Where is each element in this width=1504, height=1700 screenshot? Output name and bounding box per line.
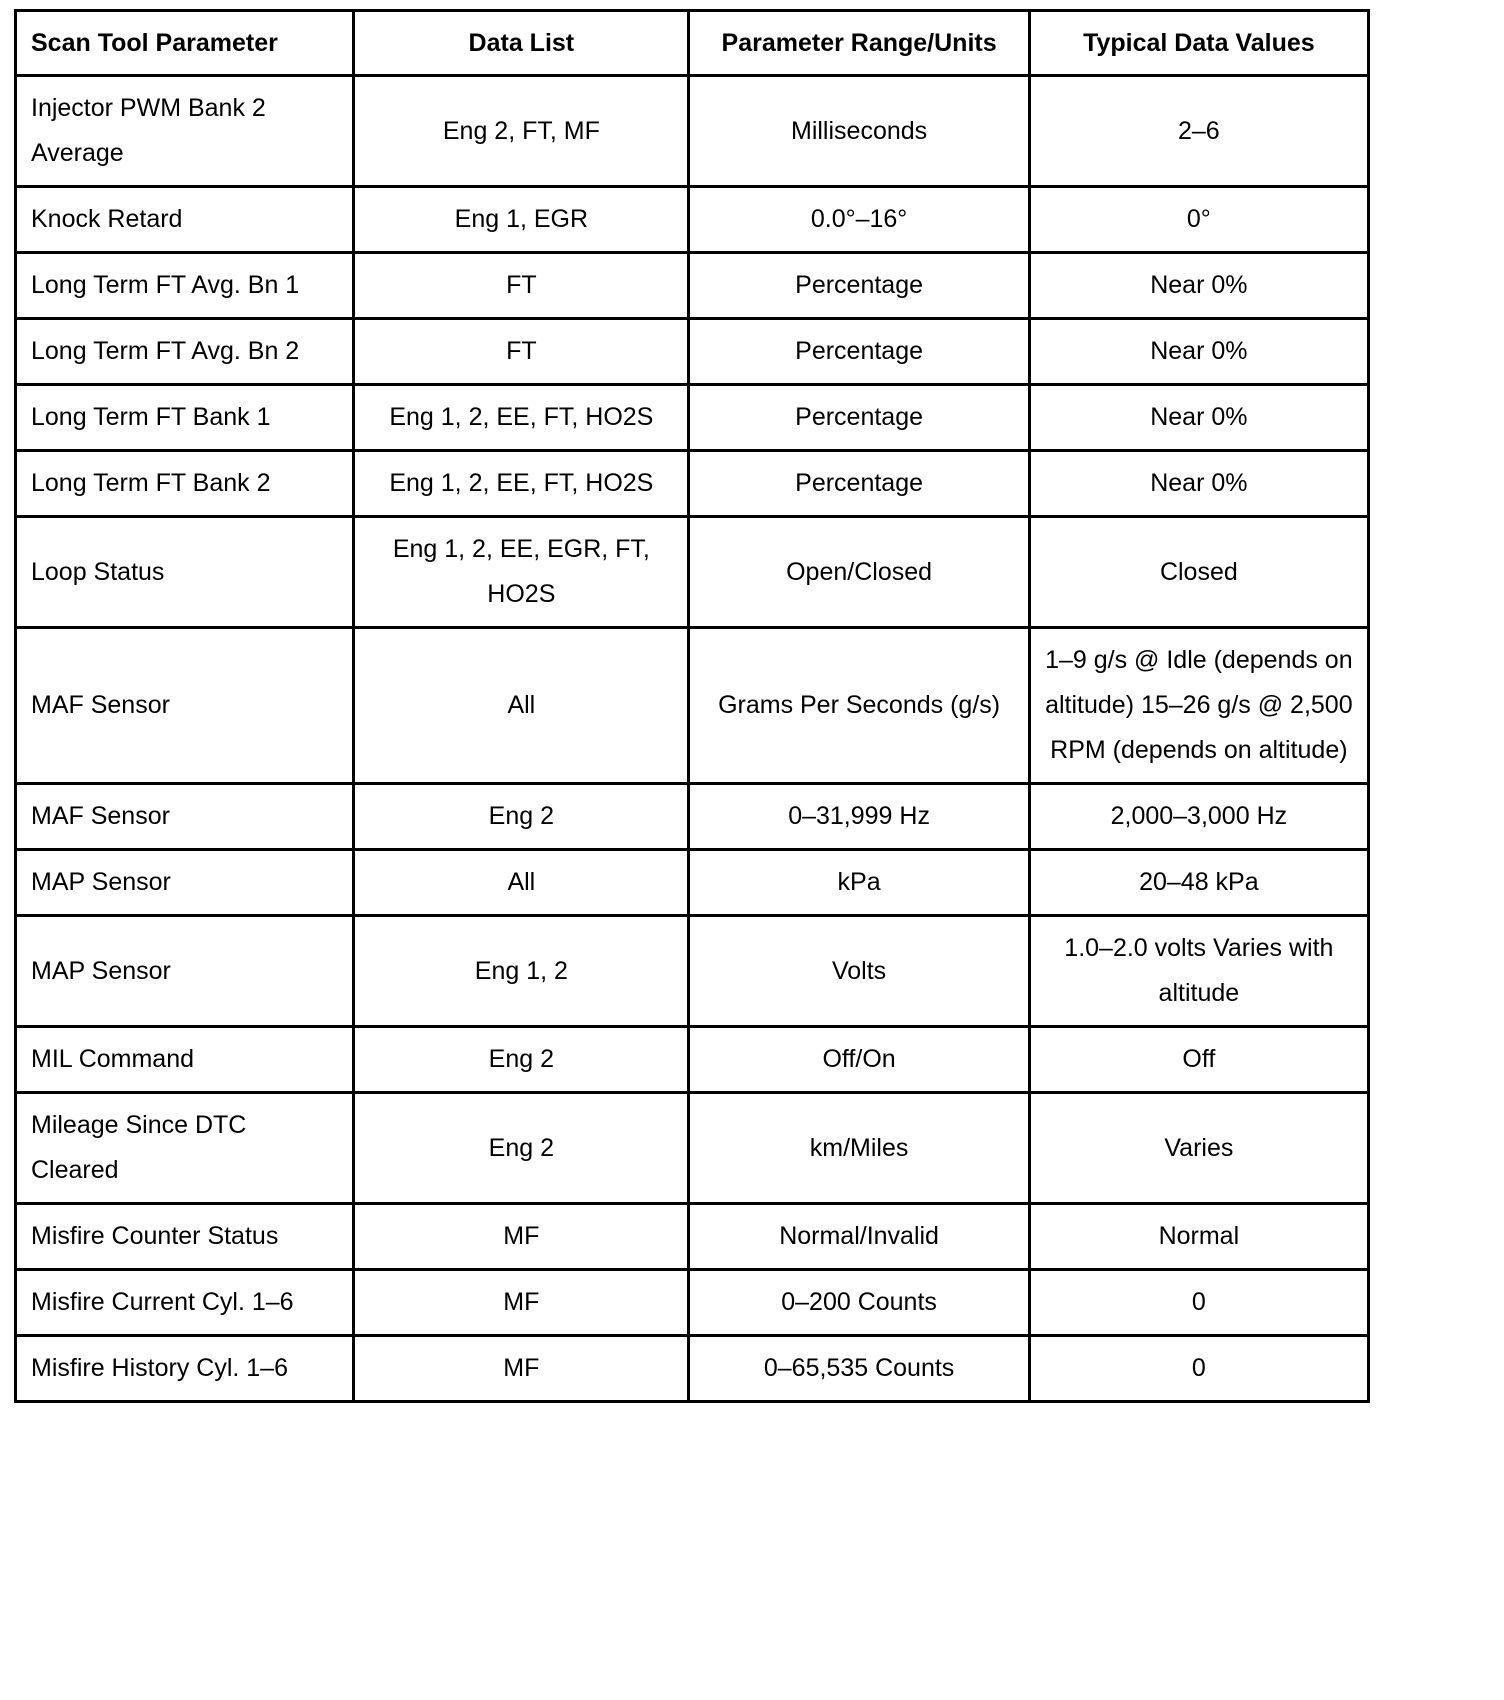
cell-range-units: Grams Per Seconds (g/s) — [689, 628, 1029, 784]
header-scan-tool-parameter: Scan Tool Parameter — [16, 11, 354, 76]
cell-typical-value: 2–6 — [1029, 76, 1368, 187]
cell-parameter: Misfire Counter Status — [16, 1204, 354, 1270]
cell-data-list: Eng 1, 2, EE, FT, HO2S — [354, 385, 689, 451]
cell-range-units: Percentage — [689, 451, 1029, 517]
cell-data-list: Eng 2 — [354, 1027, 689, 1093]
cell-data-list: Eng 1, 2, EE, FT, HO2S — [354, 451, 689, 517]
cell-range-units: Off/On — [689, 1027, 1029, 1093]
cell-typical-value: 1–9 g/s @ Idle (depends on altitude) 15–26 g/s @ 2,500 RPM (depends on altitude) — [1029, 628, 1368, 784]
table-row — [16, 1093, 1369, 1204]
cell-typical-value: Near 0% — [1029, 319, 1368, 385]
cell-data-list: Eng 2, FT, MF — [354, 76, 689, 187]
table-row — [16, 1270, 1369, 1336]
scan-tool-data-table — [14, 9, 1370, 1403]
cell-parameter: Mileage Since DTC Cleared — [16, 1093, 354, 1204]
scan-tool-data-table-container — [14, 9, 1370, 1403]
table-row — [16, 1204, 1369, 1270]
cell-range-units: Percentage — [689, 319, 1029, 385]
table-row — [16, 187, 1369, 253]
cell-range-units: Milliseconds — [689, 76, 1029, 187]
cell-typical-value: 1.0–2.0 volts Varies with altitude — [1029, 916, 1368, 1027]
cell-parameter: MIL Command — [16, 1027, 354, 1093]
header-typical-data-values: Typical Data Values — [1029, 11, 1368, 76]
cell-data-list: Eng 1, 2 — [354, 916, 689, 1027]
cell-parameter: Knock Retard — [16, 187, 354, 253]
cell-typical-value: Closed — [1029, 517, 1368, 628]
cell-typical-value: 2,000–3,000 Hz — [1029, 784, 1368, 850]
table-row — [16, 784, 1369, 850]
cell-data-list: Eng 2 — [354, 784, 689, 850]
cell-parameter: MAP Sensor — [16, 850, 354, 916]
cell-parameter: Long Term FT Bank 2 — [16, 451, 354, 517]
table-row — [16, 76, 1369, 187]
cell-data-list: MF — [354, 1204, 689, 1270]
cell-parameter: MAF Sensor — [16, 784, 354, 850]
cell-parameter: Misfire History Cyl. 1–6 — [16, 1336, 354, 1402]
cell-range-units: Normal/Invalid — [689, 1204, 1029, 1270]
cell-range-units: kPa — [689, 850, 1029, 916]
cell-range-units: 0–65,535 Counts — [689, 1336, 1029, 1402]
table-row — [16, 850, 1369, 916]
cell-range-units: km/Miles — [689, 1093, 1029, 1204]
table-row — [16, 319, 1369, 385]
cell-data-list: MF — [354, 1336, 689, 1402]
cell-range-units: Percentage — [689, 253, 1029, 319]
cell-typical-value: Near 0% — [1029, 385, 1368, 451]
table-row — [16, 1336, 1369, 1402]
cell-typical-value: Off — [1029, 1027, 1368, 1093]
cell-data-list: All — [354, 850, 689, 916]
cell-typical-value: 0° — [1029, 187, 1368, 253]
cell-range-units: 0–31,999 Hz — [689, 784, 1029, 850]
cell-data-list: Eng 2 — [354, 1093, 689, 1204]
cell-range-units: 0–200 Counts — [689, 1270, 1029, 1336]
cell-data-list: Eng 1, EGR — [354, 187, 689, 253]
table-row — [16, 916, 1369, 1027]
cell-range-units: 0.0°–16° — [689, 187, 1029, 253]
cell-parameter: Loop Status — [16, 517, 354, 628]
table-row — [16, 385, 1369, 451]
cell-typical-value: Near 0% — [1029, 451, 1368, 517]
cell-typical-value: 0 — [1029, 1270, 1368, 1336]
cell-range-units: Open/Closed — [689, 517, 1029, 628]
cell-typical-value: 20–48 kPa — [1029, 850, 1368, 916]
cell-parameter: Long Term FT Bank 1 — [16, 385, 354, 451]
table-row — [16, 1027, 1369, 1093]
cell-range-units: Percentage — [689, 385, 1029, 451]
cell-range-units: Volts — [689, 916, 1029, 1027]
cell-data-list: FT — [354, 319, 689, 385]
cell-data-list: All — [354, 628, 689, 784]
cell-parameter: Misfire Current Cyl. 1–6 — [16, 1270, 354, 1336]
cell-typical-value: 0 — [1029, 1336, 1368, 1402]
cell-typical-value: Normal — [1029, 1204, 1368, 1270]
table-row — [16, 628, 1369, 784]
cell-parameter: MAP Sensor — [16, 916, 354, 1027]
cell-parameter: Injector PWM Bank 2 Average — [16, 76, 354, 187]
cell-parameter: Long Term FT Avg. Bn 1 — [16, 253, 354, 319]
cell-parameter: MAF Sensor — [16, 628, 354, 784]
header-data-list: Data List — [354, 11, 689, 76]
cell-typical-value: Varies — [1029, 1093, 1368, 1204]
table-header-row — [16, 11, 1369, 76]
table-row — [16, 517, 1369, 628]
table-row — [16, 451, 1369, 517]
cell-typical-value: Near 0% — [1029, 253, 1368, 319]
cell-data-list: MF — [354, 1270, 689, 1336]
cell-parameter: Long Term FT Avg. Bn 2 — [16, 319, 354, 385]
cell-data-list: FT — [354, 253, 689, 319]
header-parameter-range-units: Parameter Range/Units — [689, 11, 1029, 76]
cell-data-list: Eng 1, 2, EE, EGR, FT, HO2S — [354, 517, 689, 628]
table-row — [16, 253, 1369, 319]
